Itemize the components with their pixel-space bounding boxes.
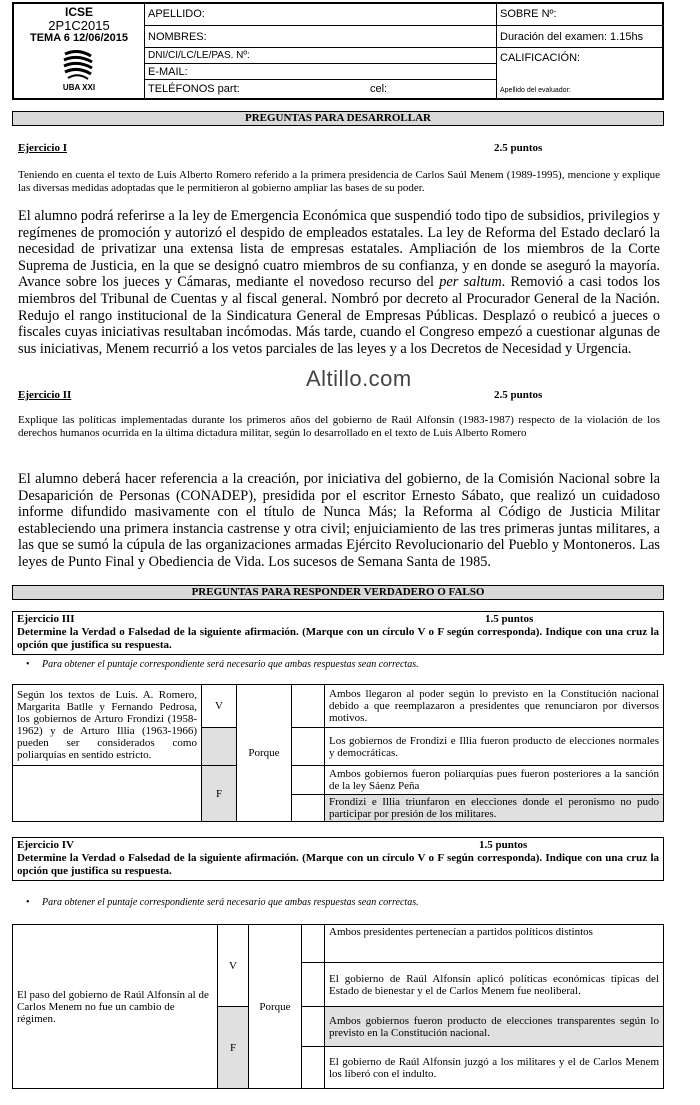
ex4-option-1: Ambos presidentes pertenecían a partidos políticos distintos [325,925,664,963]
phone-label: TELÉFONOS part: [148,83,240,95]
field-email[interactable]: E-MAIL: [144,64,496,80]
section-title-desarrollar: PREGUNTAS PARA DESARROLLAR [12,111,664,126]
logo-text: UBA XXI [62,83,96,92]
ex3-check-1[interactable] [292,685,325,728]
ex4-points: 1.5 puntos [479,839,528,851]
ex2-title: Ejercicio II [18,389,72,401]
ex3-option-f[interactable]: F [202,766,237,822]
exam-info [496,4,662,98]
cel-label: cel: [370,83,388,95]
ex1-answer: El alumno podrá referirse a la ley de Emergencia Económica que suspendió todo tipo de subsidios, privilegios y regímenes de promoción y autorizó el despido de empleados estatales. La ley de Reforma del Estado declaró la necesidad de privatizar una extensa lista de empresas estatales. Ampliación de los miembros de la Corte Suprema de Justicia, en la que se designó cuatro miembros de su confianza, y en donde se aseguró la mayoría. Avance sobre los jueces y Cámaras, mediante el novedoso recurso del per saltum. Removió a casi todos los miembros del Tribunal de Cuentas y al fiscal general. Nombró por decreto al Procurador General de la Nación. Redujo el rango institucional de la Sindicatura General de Empresas Públicas. Desplazó o reubicó a jueces o fiscales cuyas iniciativas resultaban incómodas. Más tarde, cuando el Congreso empezó a cuestionar algunas de sus iniciativas, Menem recurrió a los vetos parciales de las leyes y a los Decretos de Necesidad y Urgencia. [18,208,661,357]
ex3-statement: Según los textos de Luis. A. Romero, Margarita Batlle y Fernando Pedrosa, los gobiernos de Arturo Frondizi (1958-1962) y de Arturo Illia (1963-1966) pueden ser considerados como poliarquías en sentido estricto. [13,685,202,766]
ex1-question: Teniendo en cuenta el texto de Luis Alberto Romero referido a la primera presidencia de Carlos Saúl Menem (1989-1995), mencione y explique las diversas medidas adoptadas que le permitieron al gobierno ampliar las bases de su poder. [18,169,660,194]
calificacion-field[interactable]: CALIFICACIÓN: [500,52,581,64]
ex4-check-2[interactable] [302,963,325,1007]
evaluador-field[interactable]: Apellido del evaluador: [500,87,571,94]
ex3-check-3[interactable] [292,766,325,795]
field-apellido[interactable]: APELLIDO: [144,4,496,26]
ex4-check-1[interactable] [302,925,325,963]
institution-block [14,4,145,98]
ex4-title: Ejercicio IV [17,839,74,851]
ex3-table [12,684,664,822]
institution-name: ICSE [64,5,93,19]
ex4-porque: Porque [249,925,302,1089]
watermark: Altillo.com [306,366,412,391]
field-nombres[interactable]: NOMBRES: [144,26,496,48]
ex4-option-4: El gobierno de Raúl Alfonsín juzgó a los militares y el de Carlos Menem los liberó con el indulto. [325,1047,664,1089]
field-dni[interactable]: DNI/CI/LC/LE/PAS. Nº: [144,48,496,64]
ex3-note: • Para obtener el puntaje correspondiente será necesario que ambas respuestas sean correctas. [42,659,419,670]
section-title-vf: PREGUNTAS PARA RESPONDER VERDADERO O FALSO [12,585,664,600]
ex4-statement: El paso del gobierno de Raúl Alfonsín al de Carlos Menem no fue un cambio de régimen. [13,925,218,1089]
ex3-option-2: Los gobiernos de Frondizi e Illia fueron producto de elecciones normales y democráticas. [325,728,664,766]
ex3-title: Ejercicio III [17,613,75,625]
field-telefonos[interactable] [144,80,496,98]
ex4-check-3[interactable] [302,1007,325,1047]
ex4-option-3: Ambos gobiernos fueron producto de elecciones transparentes según lo previsto en la Constitución nacional. [325,1007,664,1047]
duration-label: Duración del examen: 1.15hs [496,26,662,48]
uba-logo-icon [61,50,95,80]
student-fields [144,4,497,98]
ex4-option-f[interactable]: F [218,1007,249,1089]
ex3-porque: Porque [237,685,292,822]
ex2-question: Explique las políticas implementadas durante los primeros años del gobierno de Raúl Alfonsín (1983-1987) respecto de la violación de los derechos humanos ocurrida en la última dictadura militar, según lo desarrollado en el texto de Luis Alberto Romero [18,414,660,439]
ex3-header [12,611,664,655]
ex1-points: 2.5 puntos [494,142,543,154]
ex4-header [12,837,664,881]
ex3-option-1: Ambos llegaron al poder según lo previsto en la Constitución nacional debido a que reemplazaron a presidentes que renunciaron por diversos motivos. [325,685,664,728]
ex2-points: 2.5 puntos [494,389,543,401]
ex3-option-v[interactable]: V [202,685,237,728]
ex4-note: • Para obtener el puntaje correspondiente será necesario que ambas respuestas sean correctas. [42,897,419,908]
ex4-table [12,924,664,1089]
ex1-title: Ejercicio I [18,142,67,154]
ex3-v-blank [202,728,237,766]
ex3-points: 1.5 puntos [485,613,534,625]
exam-header [12,2,664,100]
ex4-option-v[interactable]: V [218,925,249,1007]
ex2-answer: El alumno deberá hacer referencia a la creación, por iniciativa del gobierno, de la Comisión Nacional sobre la Desaparición de Personas (CONADEP), presidida por el escritor Ernesto Sábato, que realizó un cuidadoso informe difundido masivamente con el título de Nunca Más; la Reforma al Código de Justicia Militar estableciendo una primera instancia castrense y otra civil; enjuiciamiento de las tres primeras juntas militares, a las que se sumó la cúpula de las organizaciones armadas Ejército Revolucionario del Pueblo y Montoneros. Las leyes de Punto Final y Obediencia de Vida. Los sucesos de Semana Santa de 1985. [18,471,660,570]
ex3-check-4[interactable] [292,795,325,822]
ex4-option-2: El gobierno de Raúl Alfonsín aplicó políticas económicas típicas del Estado de bienestar y el de Carlos Menem fue neoliberal. [325,963,664,1007]
exam-tema: TEMA 6 12/06/2015 [29,32,129,44]
ex4-instruction: Determine la Verdad o Falsedad de la siguiente afirmación. (Marque con un círculo V o F según corresponda). Indique con una cruz la opción que justifica su respuesta. [17,852,659,877]
sobre-field[interactable]: SOBRE Nº: [496,4,662,26]
ex4-check-4[interactable] [302,1047,325,1089]
ex3-check-2[interactable] [292,728,325,766]
ex3-instruction: Determine la Verdad o Falsedad de la siguiente afirmación. (Marque con un círculo V o F según corresponda). Indique con una cruz la opción que justifica su respuesta. [17,626,659,651]
ex3-option-3: Ambos gobiernos fueron poliarquías pues fueron posteriores a la sanción de la ley Sáenz Peña [325,766,664,795]
exam-code: 2P1C2015 [48,18,110,33]
ex3-option-4: Frondizi e Illia triunfaron en elecciones donde el peronismo no pudo participar por presión de los militares. [325,795,664,822]
